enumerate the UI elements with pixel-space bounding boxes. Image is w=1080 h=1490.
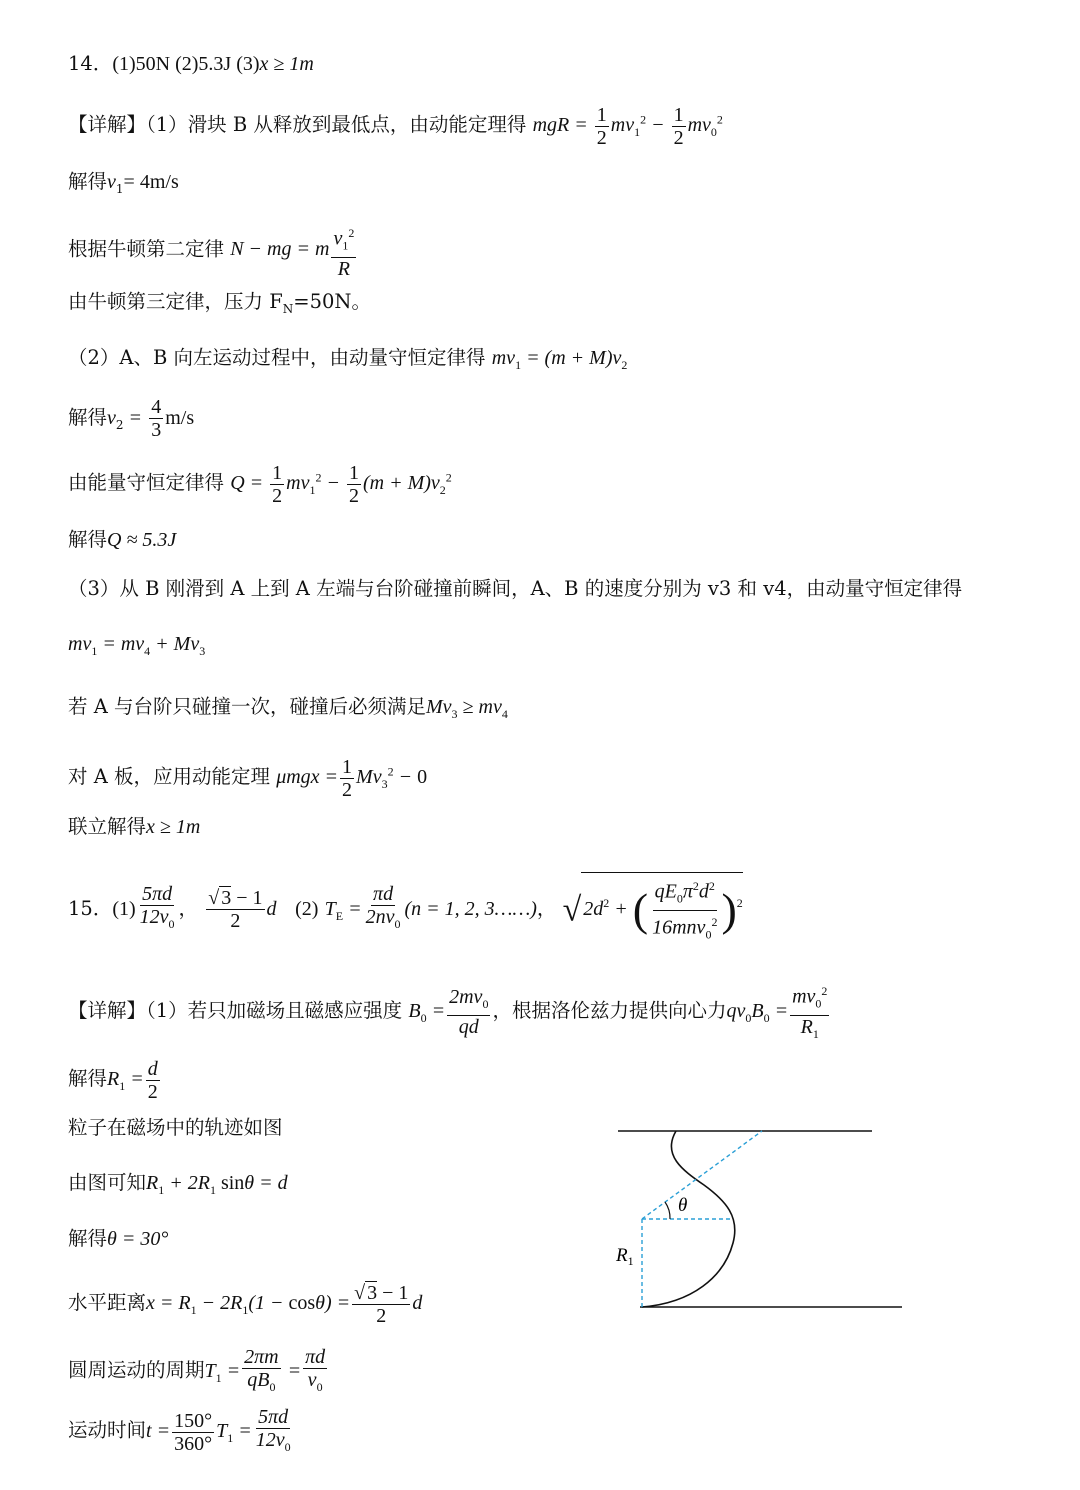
q14-part1 — [68, 104, 723, 149]
horiz-text: 水平距离 — [68, 1291, 147, 1315]
q15-detail-tag: 【详解】 — [68, 998, 147, 1022]
q14-answer3: x ≥ 1m — [259, 53, 314, 75]
q14-heading: 14． — [68, 52, 113, 75]
theta-result: θ = 30° — [107, 1228, 169, 1250]
q15-trajectory — [68, 1114, 283, 1142]
q14-combine — [68, 813, 200, 841]
fig-text: 由图可知 — [68, 1171, 147, 1194]
energy-text: 由能量守恒定律得 — [68, 471, 225, 495]
q14-part3 — [68, 575, 962, 603]
q14-solve-v1: 解得$v_1= 4m/s$ — [68, 170, 179, 196]
energy-equation: Q = $\frac{1}{2}$ $mv_1^2$ − $\frac{1}{2}$ $(m + M)v_2^2$ — [230, 462, 452, 507]
r1-label: $R_1$ — [616, 1245, 634, 1268]
q15-time: 运动时间t = $\frac{150^\circ}{360^\circ}$ $T_1$ = $\frac{5\pi d}{12v_0}$ — [68, 1406, 291, 1455]
q14-answers: (1)50N (2)5.3J (3) — [112, 53, 260, 75]
q15-solve-r1: 解得$R_1$ = $\frac{d}{2}$ — [68, 1058, 158, 1103]
q14-once — [68, 693, 508, 728]
v2-unit: m/s — [165, 407, 195, 429]
solve-label: 解得 — [68, 1227, 108, 1250]
q15-from-figure: 由图可知$R_1 + 2R_1$ sinθ = d — [68, 1171, 288, 1197]
period-text: 圆周运动的周期 — [68, 1358, 205, 1382]
q14-p3-text: （3）从 B 刚滑到 A 上到 A 左端与台阶碰撞前瞬间，A、B 的速度分别为 v3 和 v4，由动量守恒定律得 — [68, 577, 963, 600]
q15-p1-mid: ，根据洛伦兹力提供向心力 — [492, 998, 727, 1022]
solve-label: 解得 — [68, 170, 108, 193]
newton2-equation: N − mg = m $\frac{v_1^2}{R}$ — [230, 238, 358, 260]
q14-momentum2 — [68, 630, 205, 665]
q14-solve-v2: 解得$v_2$ = $\frac{4}{3}$ m/s — [68, 396, 195, 441]
newton3-tail: =50N。 — [293, 290, 371, 313]
time-text: 运动时间 — [68, 1418, 147, 1442]
q14-p2-text: （2）A、B 向左运动过程中，由动量守恒定律得 — [68, 346, 486, 369]
q14-newton3 — [68, 288, 371, 323]
momentum2-equation: $mv_1 = mv_4 + Mv_3$ — [68, 633, 206, 658]
q15-solve-theta — [68, 1225, 168, 1253]
q14-newton2 — [68, 222, 358, 280]
q14-detail-tag: 【详解】 — [68, 113, 147, 137]
q15-answer-line: 15．(1) $\frac{5\pi d}{12v_0}$ ， $\frac{√ 3 - 1}{2}$ d (2) $T_E$ = $\frac{\pi d}{2nv_0}$ (n = 1, 2, 3……)， √ $2d^2$ + ( $\frac{qE_0\pi^2d^2}{16mnv_0^2}$ )$^2$ — [68, 872, 743, 945]
newton2-text: 根据牛顿第二定律 — [68, 237, 225, 261]
q14-part2 — [68, 344, 627, 379]
q15-horizontal: 水平距离$x = R_1 - 2R_1(1 - \cos\theta)$ = $\frac{√ 3 - 1}{2}$ d — [68, 1282, 423, 1327]
once-condition: $Mv_3 \ge mv_4$ — [425, 696, 508, 721]
q15-part1: 【详解】（1）若只加磁场且磁感应强度 $B_0$ = $\frac{2mv_0}{qd}$ ，根据洛伦兹力提供向心力$qv_0B_0$ = $\frac{mv_0^2}{R_1}$ — [68, 980, 831, 1045]
q14-plate — [68, 756, 427, 801]
theta-label: θ — [678, 1195, 688, 1216]
combine-text: 联立解得 — [68, 815, 147, 838]
diagonal-dashed-line — [642, 1131, 762, 1219]
solve-label: 解得 — [68, 406, 108, 429]
q14-energy — [68, 462, 452, 507]
q14-p1-text: （1）滑块 B 从释放到最低点，由动能定理得 — [146, 113, 527, 137]
plate-text: 对 A 板，应用动能定理 — [68, 765, 270, 789]
q14-answer-line — [68, 50, 314, 78]
q14-solve-q — [68, 526, 176, 554]
kinetic-energy-equation: mgR = $\frac{1}{2}$ $mv_1^2$ − $\frac{1}{2}$ $mv_0^2$ — [532, 104, 723, 149]
theta-arc — [665, 1202, 670, 1219]
q15-p1-text: （1）若只加磁场且磁感应强度 — [146, 998, 403, 1022]
momentum-equation: $mv_1 = (m + M)v_2$ — [491, 347, 628, 372]
once-text: 若 A 与台阶只碰撞一次，碰撞后必须满足 — [68, 695, 426, 718]
q15-period: 圆周运动的周期$T_1$ = $\frac{2\pi m}{qB_0}$ = $\frac{\pi d}{v_0}$ — [68, 1346, 326, 1394]
v1-result: = 4m/s — [123, 171, 179, 193]
plate-equation: μmgx = $\frac{1}{2}$ $Mv_3^2 - 0$ — [276, 756, 428, 801]
traj-text: 粒子在磁场中的轨迹如图 — [68, 1116, 283, 1139]
q15-heading: 15． — [68, 896, 113, 920]
newton3-sub: N — [282, 301, 294, 316]
solve-label: 解得 — [68, 1067, 108, 1091]
newton3-text: 由牛顿第三定律，压力 F — [68, 290, 283, 313]
trajectory-figure — [612, 1125, 912, 1315]
solve-label: 解得 — [68, 528, 108, 551]
combine-result: x ≥ 1m — [146, 816, 201, 838]
q-result: Q ≈ 5.3J — [107, 529, 177, 551]
